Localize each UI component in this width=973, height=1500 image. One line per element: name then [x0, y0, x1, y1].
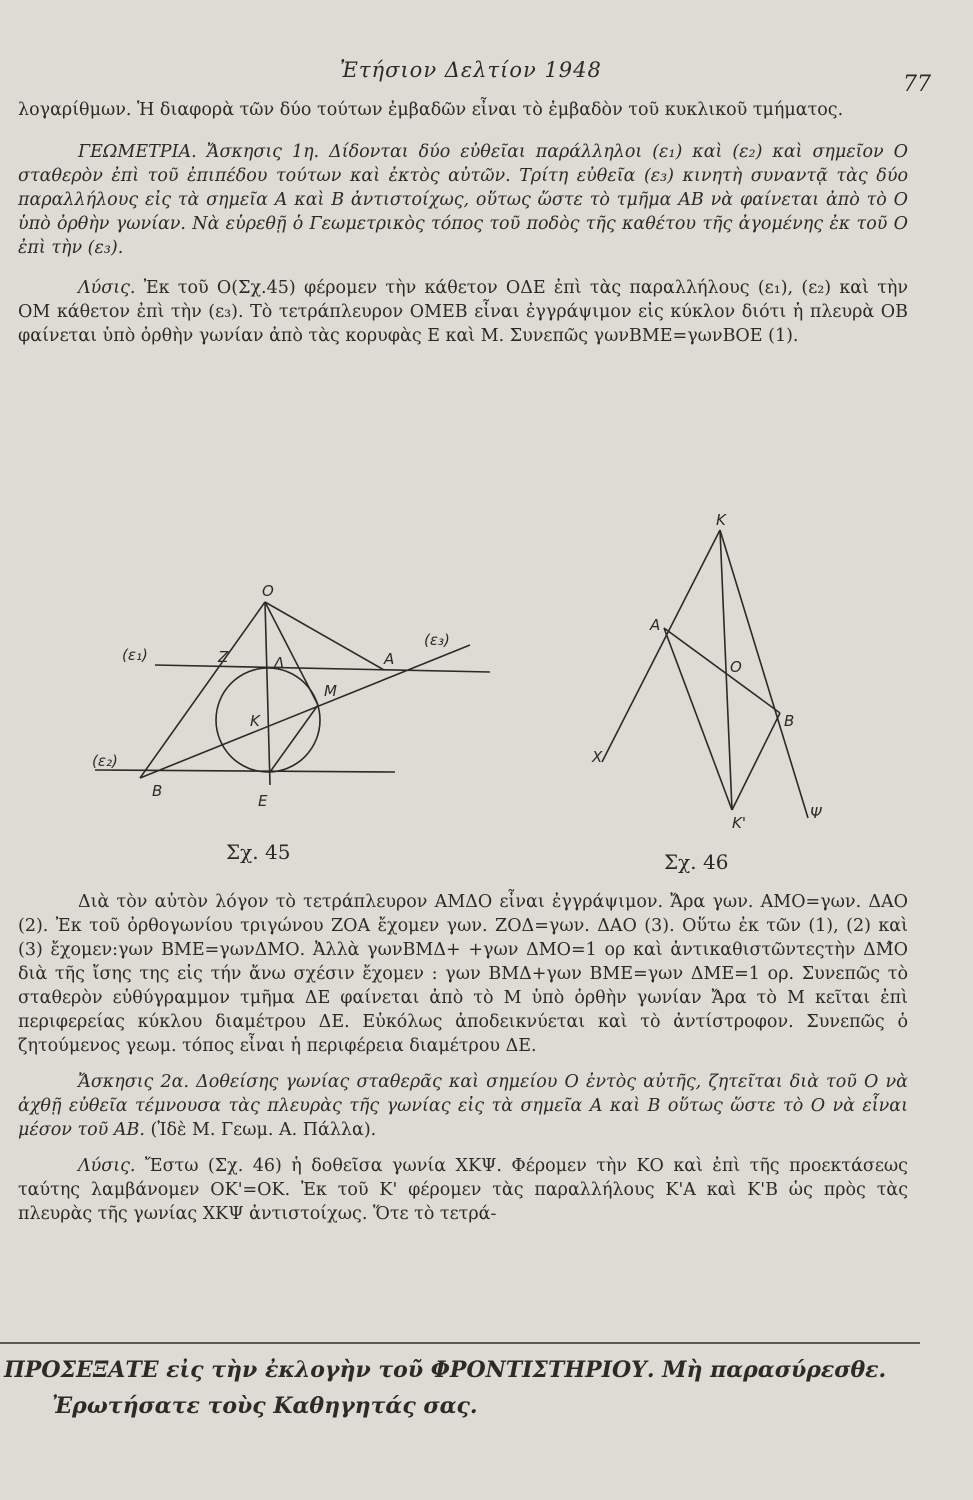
- fig46-label-a: A: [650, 616, 661, 634]
- text-block-bottom: [18, 890, 908, 1226]
- side-kx: [602, 530, 720, 762]
- solution-2-text: Ἔστω (Σχ. 46) ἡ δοθεῖσα γωνία ΧΚΨ. Φέρομεν τὴν ΚΟ καὶ ἐπὶ τῆς προεκτάσεως ταύτης λαμβάνομεν ΟΚ'=ΟΚ. Ἐκ τοῦ Κ' φέρομεν τὰς παραλλήλους Κ'Α καὶ Κ'Β ὡς πρὸς τὰς πλευρὰς τῆς γωνίας ΧΚΨ ἀντιστοίχως. Ὅτε τὸ τετρά-: [18, 1156, 908, 1224]
- fig46-label-kp: K': [732, 814, 746, 832]
- exercise-2: [18, 1070, 908, 1142]
- exercise-1: [18, 140, 908, 260]
- page-header: [0, 48, 973, 97]
- fig45-label-d: Δ: [274, 654, 285, 672]
- fig46-label-x: X: [592, 748, 603, 766]
- line-e1: [155, 665, 490, 672]
- solution-2: [18, 1154, 908, 1226]
- line-ak: [664, 628, 732, 810]
- figure-45-caption: Σχ. 45: [226, 840, 291, 864]
- fig45-label-e2: (ε₂): [92, 752, 118, 770]
- line-ob: [140, 602, 265, 778]
- figure-45: [0, 500, 973, 890]
- exercise-2-reference: (Ἰδὲ Μ. Γεωμ. Α. Πάλλα).: [150, 1120, 377, 1140]
- solution-1: [18, 276, 908, 348]
- fig46-label-k: K: [716, 511, 726, 529]
- exercise-1-heading: ΓΕΩΜΕΤΡΙΑ. Ἄσκησις 1η.: [78, 142, 320, 162]
- fig45-label-o: O: [262, 582, 274, 600]
- page-number: 77: [903, 72, 931, 97]
- paragraph-after-figures: Διὰ τὸν αὐτὸν λόγον τὸ τετράπλευρον ΑΜΔΟ εἶναι ἐγγράψιμον. Ἄρα γων. ΑΜΟ=γων. ΔΑΟ (2). Ἐκ τοῦ ὀρθογωνίου τριγώνου ΖΟΑ ἔχομεν γων. ΖΟΔ=γων. ΔΑΟ (3). Οὕτω ἐκ τῶν (1), (2) καὶ (3) ἔχομεν:γων ΒΜΕ=γωνΔΜΟ. Ἀλλὰ γωνΒΜΔ+ +γων ΔΜΟ=1 ορ καὶ ἀντικαθιστῶντεςτὴν ΔΜ̂Ο διὰ τῆς ἴσης της εἰς τήν ἄνω σχέσιν ἔχομεν : γων ΒΜΔ+γων ΒΜΕ=γων ΔΜΕ=1 ορ. Συνεπῶς τὸ σταθερὸν εὐθύγραμμον τμῆμα ΔΕ φαίνεται ἀπὸ τὸ Μ ὑπὸ ὀρθὴν γωνίαν Ἄρα τὸ Μ κεῖται ἐπὶ περιφερείας κύκλου διαμέτρου ΔΕ. Εὐκόλως ἀποδεικνύεται καὶ τὸ ἀντίστροφον. Συνεπῶς ὁ ζητούμενος γεωμ. τόπος εἶναι ἡ περιφέρεια διαμέτρου ΔΕ.: [18, 892, 908, 1056]
- exercise-2-heading: Ἄσκησις 2α.: [78, 1072, 190, 1092]
- figure-46-caption: Σχ. 46: [664, 850, 729, 874]
- text-block-top: [18, 98, 908, 348]
- figure-46-lines: [602, 530, 808, 818]
- fig46-label-o: O: [730, 658, 742, 676]
- line-bk: [732, 713, 780, 810]
- fig45-label-e: E: [258, 792, 268, 810]
- fig45-label-m: M: [324, 682, 337, 700]
- line-me: [270, 705, 318, 772]
- line-e2: [95, 770, 395, 772]
- footer-line-1: ΠΡΟΣΕΞΑΤΕ εἰς τὴν ἐκλογὴν τοῦ ΦΡΟΝΤΙΣΤΗΡΙΟΥ. Μὴ παρασύρεσθε.: [4, 1357, 887, 1383]
- fig45-label-a: A: [384, 650, 395, 668]
- exercise-1-text: Δίδονται δύο εὐθεῖαι παράλληλοι (ε₁) καὶ (ε₂) καὶ σημεῖον Ο σταθερὸν ἐπὶ τοῦ ἐπιπέδου τούτων καὶ ἐκτὸς αὐτῶν. Τρίτη εὐθεῖα (ε₃) κινητὴ συναντᾷ τὰς δύο παραλλήλους εἰς τὰ σημεῖα Α καὶ Β ἀντιστοίχως, οὕτως ὥστε τὸ τμῆμα ΑΒ νὰ φαίνεται ἀπὸ τὸ Ο ὑπὸ ὀρθὴν γωνίαν. Νὰ εὑρεθῇ ὁ Γεωμετρικὸς τόπος τοῦ ποδὸς τῆς καθέτου τῆς ἀγομένης ἐκ τοῦ Ο ἐπὶ τὴν (ε₃).: [18, 142, 908, 258]
- fig45-label-e3: (ε₃): [424, 631, 450, 649]
- advertisement-footer: [0, 1342, 920, 1424]
- footer-line-2: Ἐρωτήσατε τοὺς Καθηγητάς σας.: [52, 1393, 478, 1419]
- fig45-label-z: Z: [218, 648, 229, 666]
- fig46-label-psi: Ψ: [810, 804, 822, 822]
- solution-2-label: Λύσις.: [78, 1156, 136, 1176]
- solution-1-label: Λύσις.: [78, 278, 136, 298]
- running-title: Ἐτήσιον Δελτίον 1948: [340, 58, 602, 82]
- figures-area: [0, 500, 973, 890]
- fig45-label-b: B: [152, 782, 163, 800]
- intro-paragraph: λογαρίθμων. Ἡ διαφορὰ τῶν δύο τούτων ἐμβαδῶν εἶναι τὸ ἐμβαδὸν τοῦ κυκλικοῦ τμήματος.: [18, 100, 844, 120]
- exercise-2-text: Δοθείσης γωνίας σταθερᾶς καὶ σημείου Ο ἐντὸς αὐτῆς, ζητεῖται διὰ τοῦ Ο νὰ ἀχθῇ εὐθεῖα τέμνουσα τὰς πλευρὰς τῆς γωνίας εἰς τὰ σημεῖα Α καὶ Β οὕτως ὥστε τὸ Ο νὰ εἶναι μέσον τοῦ ΑΒ.: [18, 1072, 908, 1140]
- line-ode: [265, 602, 270, 785]
- solution-1-text: Ἐκ τοῦ Ο(Σχ.45) φέρομεν τὴν κάθετον ΟΔΕ ἐπὶ τὰς παραλλήλους (ε₁), (ε₂) καὶ τὴν ΟΜ κάθετον ἐπὶ τὴν (ε₃). Τὸ τετράπλευρον ΟΜΕΒ εἶναι ἐγγράψιμον εἰς κύκλον διότι ἡ πλευρὰ ΟΒ φαίνεται ὑπὸ ὀρθὴν γωνίαν ἀπὸ τὰς κορυφὰς Ε καὶ Μ. Συνεπῶς γωνΒΜΕ=γωνΒΟΕ (1).: [18, 278, 908, 346]
- fig45-label-k: K: [250, 712, 260, 730]
- fig45-label-e1: (ε₁): [122, 646, 148, 664]
- fig46-label-b: B: [784, 712, 795, 730]
